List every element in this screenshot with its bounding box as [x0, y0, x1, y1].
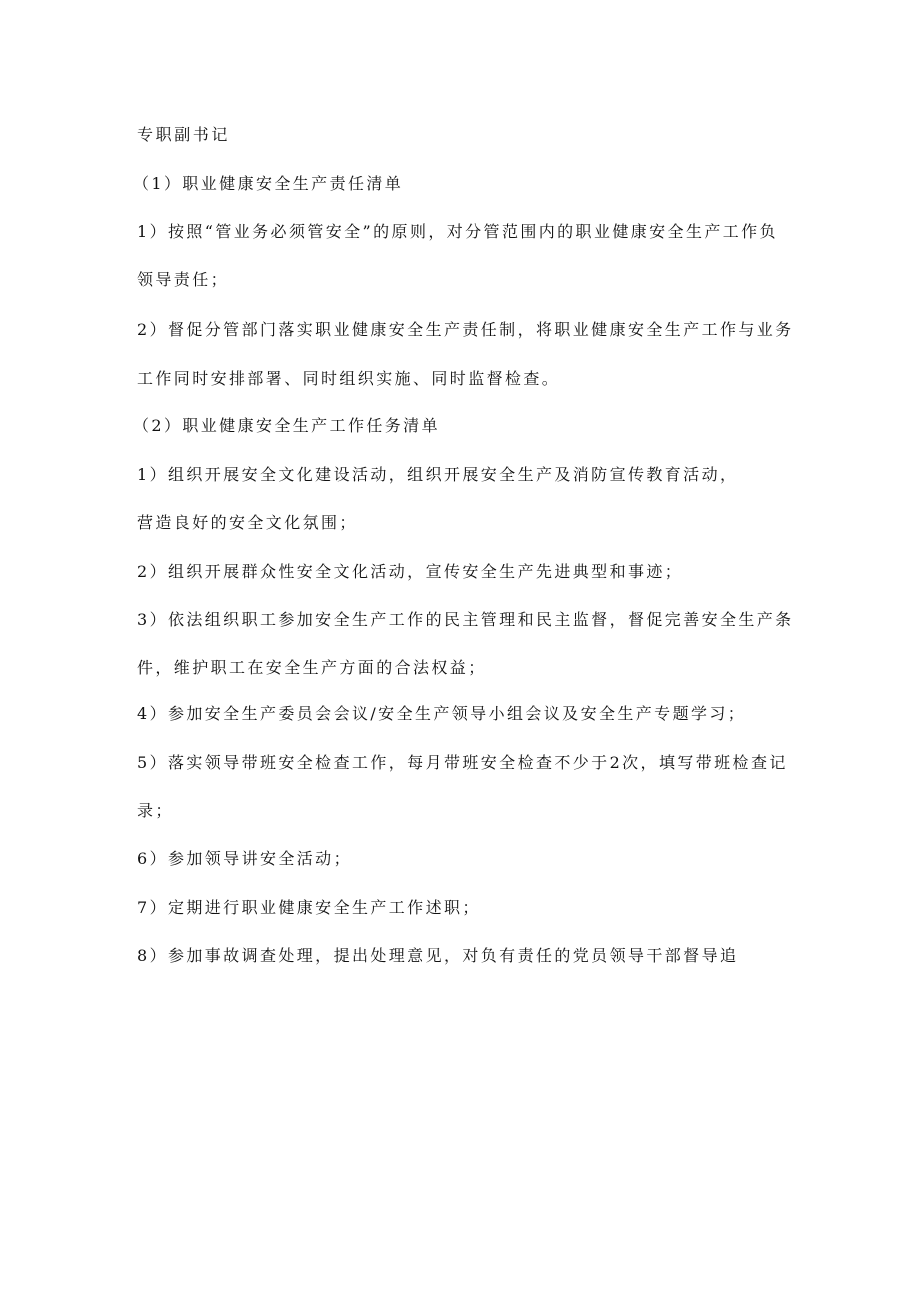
- section-1-item-2-line-2: 工作同时安排部署、同时组织实施、同时监督检查。: [137, 369, 561, 388]
- section-1-item-2-line-1: 2）督促分管部门落实职业健康安全生产责任制，将职业健康安全生产工作与业务: [137, 320, 794, 339]
- section-2-item-6: 6）参加领导讲安全活动；: [137, 849, 352, 868]
- section-2-item-1-line-1: 1）组织开展安全文化建设活动，组织开展安全生产及消防宣传教育活动，: [137, 465, 739, 484]
- section-2-item-4: 4）参加安全生产委员会会议/安全生产领导小组会议及安全生产专题学习；: [137, 704, 747, 723]
- section-2-item-5-line-1: 5）落实领导带班安全检查工作，每月带班安全检查不少于2次，填写带班检查记: [137, 753, 788, 772]
- section-2-item-8: 8）参加事故调查处理，提出处理意见，对负有责任的党员领导干部督导追: [137, 946, 739, 965]
- section-2-item-3-line-1: 3）依法组织职工参加安全生产工作的民主管理和民主监督，督促完善安全生产条: [137, 610, 794, 629]
- section-1-item-1-line-1: 1）按照“管业务必须管安全”的原则，对分管范围内的职业健康安全生产工作负: [137, 222, 778, 241]
- section-2-item-2: 2）组织开展群众性安全文化活动，宣传安全生产先进典型和事迹；: [137, 562, 684, 581]
- section-1-item-1-line-2: 领导责任；: [137, 270, 230, 289]
- section-2-item-7: 7）定期进行职业健康安全生产工作述职；: [137, 898, 481, 917]
- section-2-item-5-line-2: 录；: [137, 801, 174, 820]
- section-1-title: （1）职业健康安全生产责任清单: [133, 174, 404, 193]
- document-title: 专职副书记: [137, 125, 231, 144]
- section-2-item-3-line-2: 件，维护职工在安全生产方面的合法权益；: [137, 658, 487, 677]
- section-2-item-1-line-2: 营造良好的安全文化氛围；: [137, 513, 358, 532]
- section-2-title: （2）职业健康安全生产工作任务清单: [133, 416, 440, 435]
